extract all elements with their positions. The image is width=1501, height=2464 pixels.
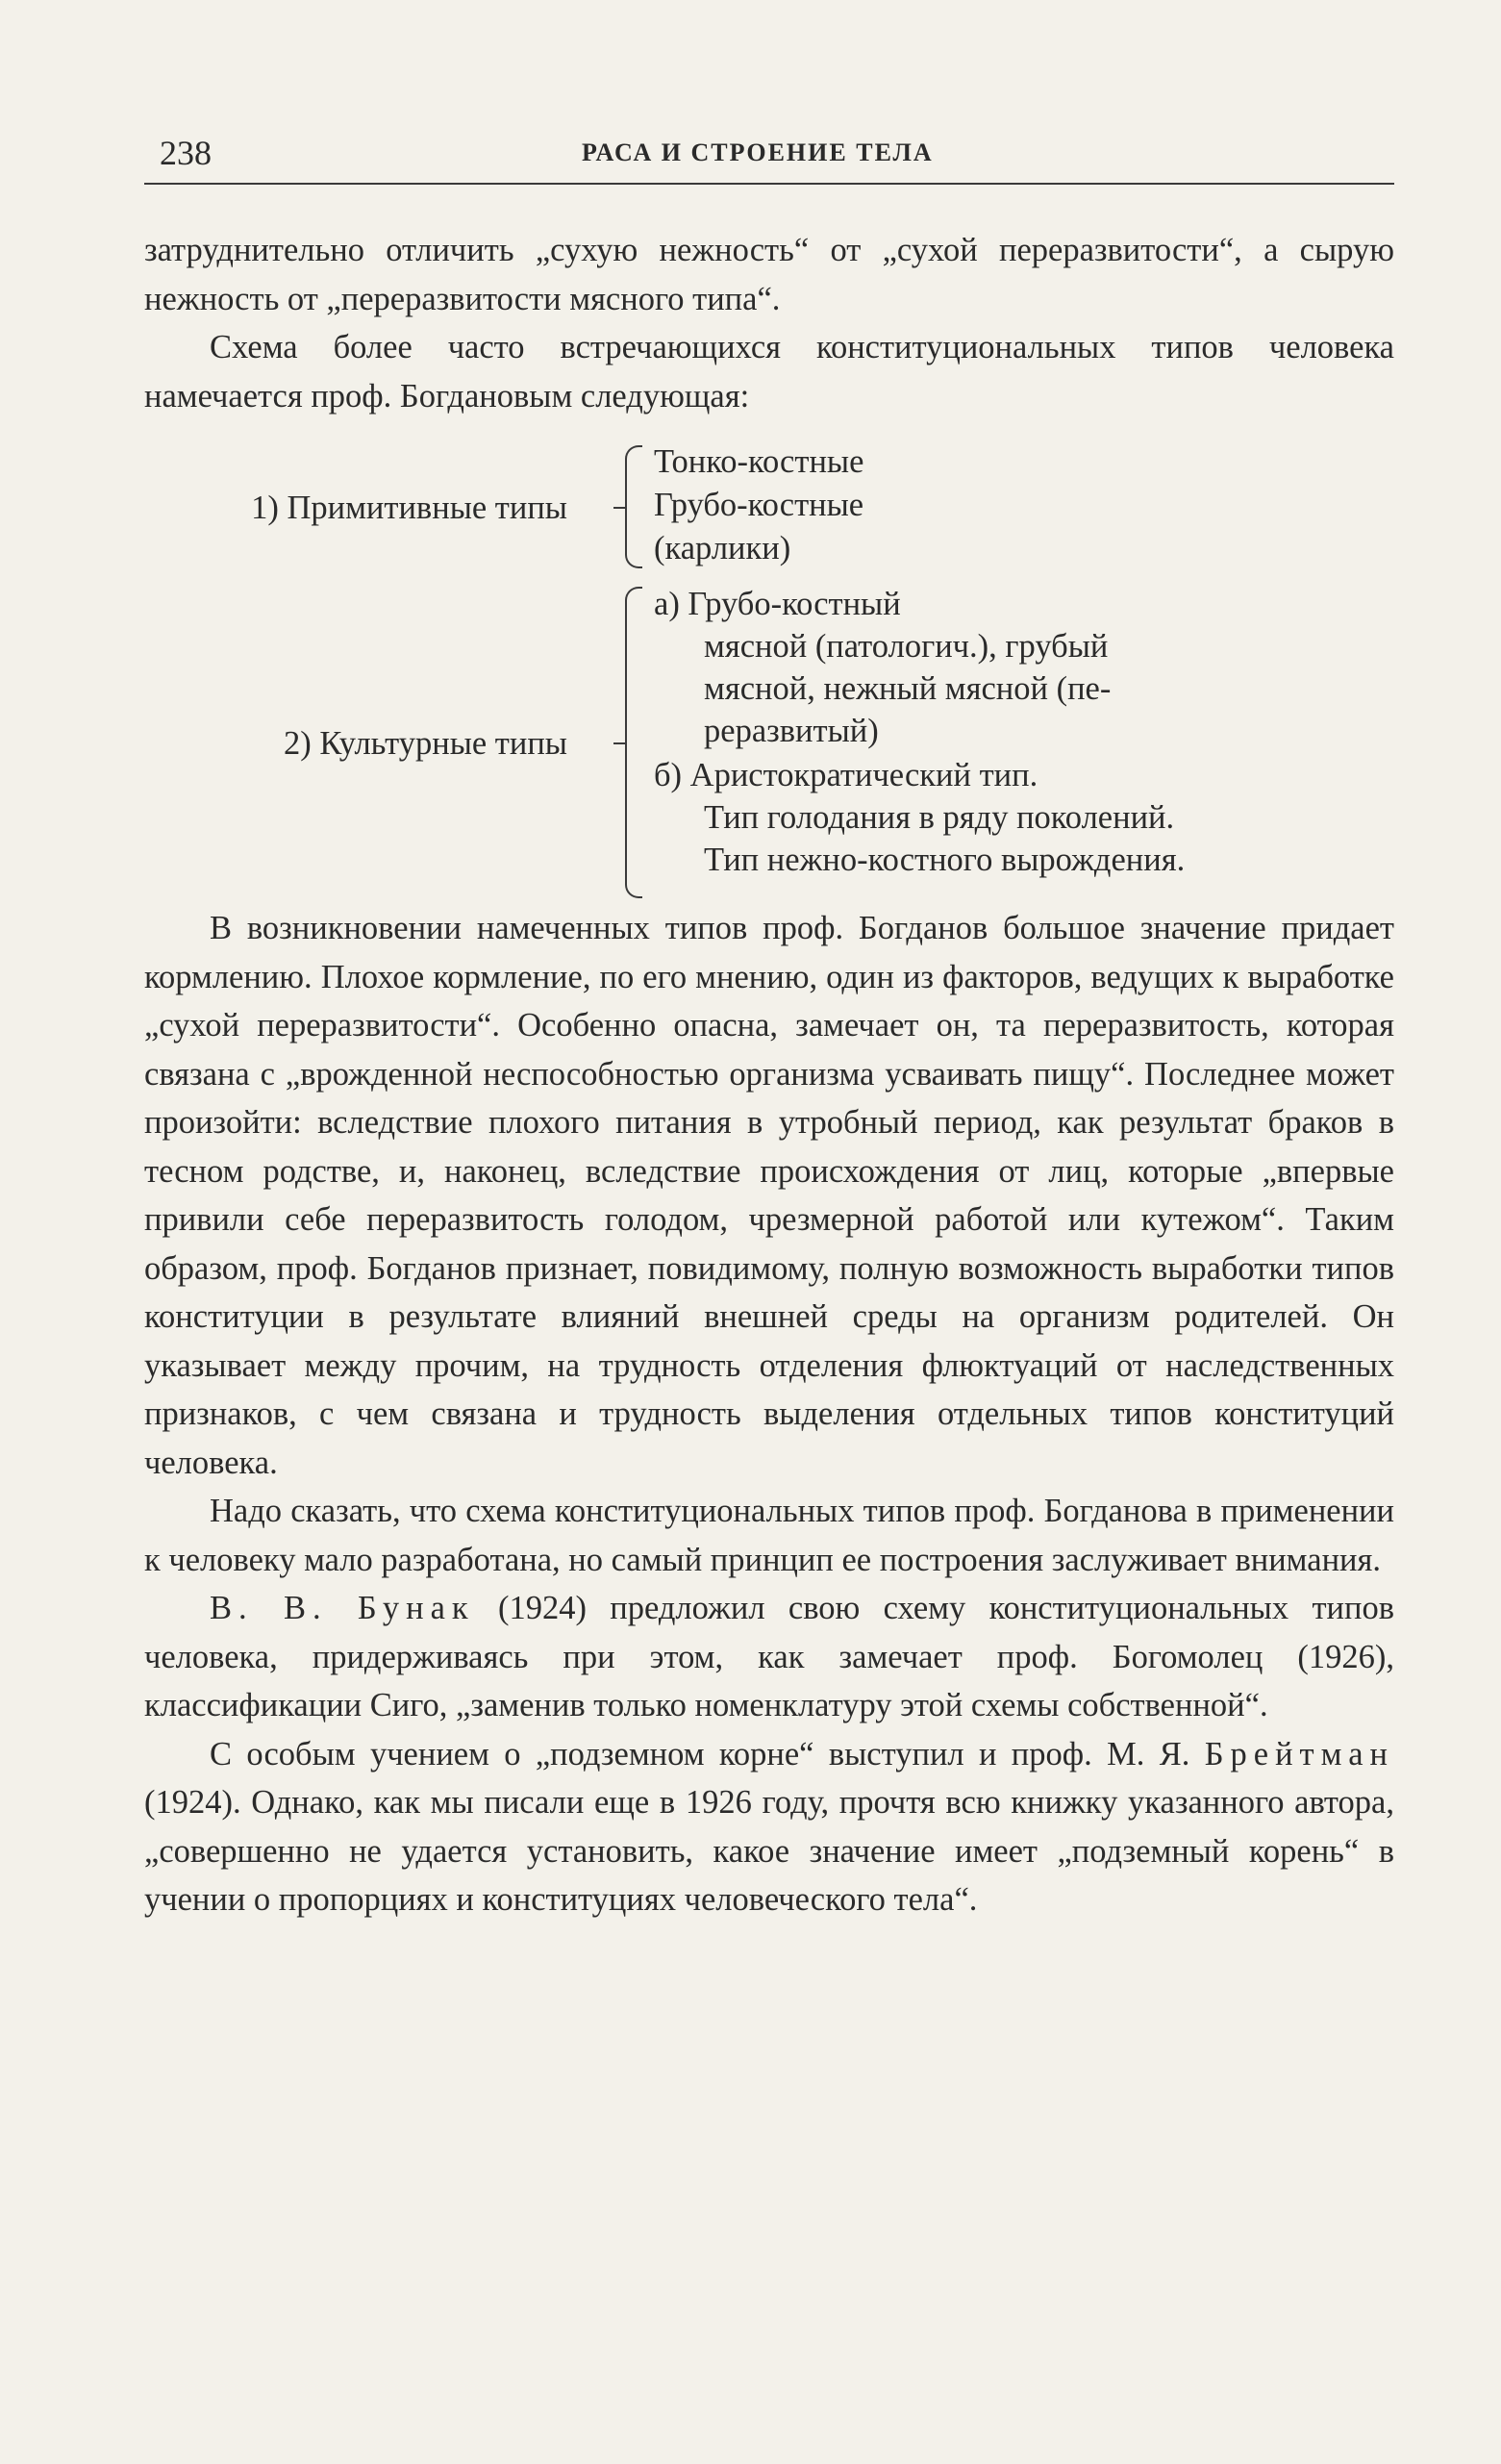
- page-header: [144, 115, 1394, 185]
- schema-item: Тонко-костные: [654, 443, 864, 480]
- paragraph-text: С особым учением о „подземном корне“ выступил и проф. М. Я.: [210, 1735, 1205, 1773]
- running-title: РАСА И СТРОЕНИЕ ТЕЛА: [582, 138, 934, 166]
- paragraph-assessment: Надо сказать, что схема конституциональных типов проф. Богданова в применении к человеку мало разработана, но самый принцип ее построения заслуживает внимания.: [144, 1493, 1394, 1578]
- brace-primitive: [625, 445, 642, 568]
- paragraph-schema-intro: Схема более часто встречающихся конституциональных типов человека намечается проф. Богдановым следующая:: [144, 329, 1394, 415]
- schema-item-a-line: реразвитый): [704, 713, 879, 749]
- schema-group-primitive-label: 1) Примитивные типы: [251, 490, 567, 526]
- schema-item-b: б) Аристократический тип.: [654, 757, 1038, 793]
- paragraph-text: (1924). Однако, как мы писали еще в 1926 году, прочтя всю книжку указанного автора, „совершенно не удается установить, какое значение имеет „подземный корень“ в учении о пропорциях и конституциях человеческого тела“.: [144, 1784, 1394, 1918]
- paragraph-bogdanov: В возникновении намеченных типов проф. Богданов большое значение придает кормлению. Плохое кормление, по его мнению, один из факторов, ведущих к выработке „сухой переразвитости“. Особенно опасна, замечает он, та переразвитость, которая связана с „врожденной неспособностью организма усваивать пищу“. Последнее может произойти: вследствие плохого питания в утробный период, как результат браков в тесном родстве, и, наконец, вследствие происхождения от лиц, которые „впервые привили себе переразвитость голодом, чрезмерной работой или кутежом“. Таким образом, проф. Богданов признает, повидимому, полную возможность выработки типов конституции в результате влияний внешней среды на организм родителей. Он указывает между прочим, на трудность отделения флюктуаций от наследственных признаков, с чем связана и трудность выделения отдельных типов конституций человека.: [144, 910, 1394, 1481]
- constitution-schema: [144, 438, 1394, 904]
- schema-item-b-line: Тип голодания в ряду поколений.: [704, 799, 1175, 836]
- paragraph-continuation: затруднительно отличить „сухую нежность“ от „сухой переразвитости“, а сырую нежность от „переразвитости мясного типа“.: [144, 232, 1394, 317]
- paragraph-breitman: [144, 1730, 1394, 1924]
- page: [144, 115, 1394, 1918]
- page-number: 238: [160, 134, 212, 172]
- schema-item: Грубо-костные: [654, 487, 864, 523]
- schema-item-a-line: мясной (патологич.), грубый: [704, 628, 1109, 665]
- brace-cultural: [625, 587, 642, 898]
- page-body: [144, 226, 1394, 1924]
- schema-item-b-line: Тип нежно-костного вырождения.: [704, 842, 1186, 878]
- schema-item-a-line: мясной, нежный мясной (пе-: [704, 670, 1112, 707]
- schema-item-a: а) Грубо-костный: [654, 586, 901, 622]
- schema-group-cultural-label: 2) Культурные типы: [283, 725, 567, 762]
- paragraph-bunak: [144, 1584, 1394, 1730]
- schema-item: (карлики): [654, 530, 791, 566]
- author-name: В. В. Бунак: [210, 1590, 475, 1626]
- author-name: Брейтман: [1204, 1735, 1394, 1773]
- paragraph-text: (1924) предложил свою схему конституциональных типов человека, придерживаясь при этом, как замечает проф. Богомолец (1926), классификации Сиго, „заменив только номенклатуру этой схемы собственной“.: [144, 1590, 1394, 1723]
